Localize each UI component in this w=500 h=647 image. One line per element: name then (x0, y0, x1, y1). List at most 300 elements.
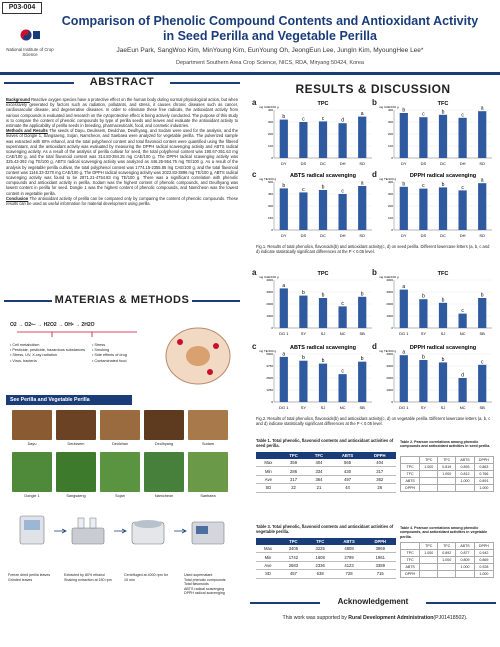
seed-label: Dayu (27, 442, 37, 446)
bar (439, 303, 447, 328)
chart-title: TFC (437, 101, 449, 107)
chart-title: TPC (317, 101, 329, 107)
leaf-label: Dongle 1 (24, 494, 40, 498)
table-cell: TPC (401, 464, 420, 471)
y-tick-label: 4000 (266, 278, 273, 282)
leaf-label: Sangsaeng (66, 494, 86, 498)
x-tick-label: DC (440, 161, 446, 166)
bar (319, 298, 327, 328)
x-tick-label: DS (420, 233, 427, 238)
step-label: Centrifuged at 4000 rpm for 15 min (124, 573, 168, 582)
institute-logo (4, 28, 56, 62)
authors: JaeEun Park, SangWoo Kim, MinYoung Kim, EunYoung Oh, JeongEun Lee, JungIn Kim, MyoungHee Lee* (116, 47, 424, 54)
significance-letter: b (360, 356, 364, 363)
table-cell: 21 (306, 484, 331, 492)
x-tick-label: SB (479, 331, 485, 336)
table-cell: 430 (332, 467, 364, 475)
step-label: Shaking extraction at 150 rpm (64, 577, 112, 582)
table-cell: 0.812 (456, 471, 474, 478)
panel-letter-1c: c (252, 170, 257, 179)
chart-title: ABTS radical scavenging (289, 345, 357, 351)
bar (319, 364, 327, 402)
x-tick-label: SB (359, 405, 365, 410)
y-tick-label: 3000 (386, 364, 393, 368)
table-cell: SD (256, 570, 280, 578)
significance-letter: b (321, 358, 325, 365)
table-header-cell: DPPH (364, 452, 396, 459)
significance-letter: b (282, 182, 286, 189)
significance-letter: b (441, 181, 445, 188)
table-cell: 1608 (307, 553, 334, 561)
x-tick-label: DG 1 (399, 331, 409, 336)
table-cell: DPPH (401, 571, 420, 578)
x-tick-label: DC (320, 233, 326, 238)
table-cell: 0.819 (438, 464, 456, 471)
x-tick-label: SB (359, 331, 365, 336)
y-tick-label: 0 (271, 400, 273, 404)
table-header-cell: ABTS (456, 457, 474, 464)
bar (280, 288, 288, 328)
table-cell: SD (256, 484, 281, 492)
x-tick-label: SJ (320, 331, 326, 336)
table-row (256, 561, 396, 569)
y-tick-label: 3000 (386, 290, 393, 294)
table-cell: 0.863 (474, 464, 493, 471)
table2 (400, 456, 494, 492)
x-tick-label: DG 1 (279, 405, 289, 410)
y-tick-label: 2000 (386, 302, 393, 306)
panel-letter-2c: c (252, 342, 257, 351)
table-row (401, 557, 494, 564)
reaction-arrows-icon (12, 330, 142, 338)
significance-letter: c (341, 300, 344, 307)
bar (419, 299, 427, 328)
table-cell: 1.000 (474, 485, 493, 492)
x-tick-label: DG 1 (399, 405, 409, 410)
table-cell: 4808 (334, 545, 365, 553)
x-tick-label: DY (401, 233, 407, 238)
x-tick-label: SJ (440, 331, 446, 336)
fig1-caption: Fig.1. Results of total phenolics, flavonoids(b) and antioxidant activity(c, d) on seed perilla. Different lowercase letters (a, b, c and d) indicate statistically significant differences at the P < 0.05 level. (256, 244, 490, 254)
y-tick-label: 300 (267, 204, 273, 208)
methods-label: Methods and Results (6, 128, 48, 134)
process-arrows-icon (52, 528, 232, 534)
significance-letter: a (282, 282, 286, 289)
table-cell: Max (256, 545, 280, 553)
title-line-2: in Seed Perilla and Vegetable Perilla (163, 29, 377, 43)
bar (439, 362, 447, 402)
chart-2c (258, 342, 376, 412)
y-tick-label: 0 (271, 228, 273, 232)
seed-photo-deulhyang (144, 410, 184, 440)
x-tick-label: NC (459, 331, 466, 336)
table-cell (420, 471, 438, 478)
table-cell: 364 (306, 475, 331, 483)
y-tick-label: 300 (387, 120, 393, 124)
x-tick-label: DC (440, 233, 446, 238)
ros-source-item: • Stress, UV, X-ray radiation (10, 353, 100, 358)
table-cell: 1961 (365, 553, 396, 561)
chart-ylabel: mg CAE/100 g (259, 275, 279, 279)
y-tick-label: 300 (387, 192, 393, 196)
step-label: ABTS radical scavenging (184, 586, 225, 591)
ack-text (256, 615, 494, 621)
x-tick-label: SJ (440, 405, 446, 410)
chart-2b (378, 268, 496, 338)
x-tick-label: DG 1 (279, 331, 289, 336)
ros-source-item: • Virus, bacteria (10, 359, 100, 364)
y-tick-label: 1000 (386, 314, 393, 318)
chart-title: TPC (317, 271, 329, 277)
table-header-cell: DPPH (365, 538, 396, 545)
panel-letter-1a: a (252, 98, 257, 107)
significance-letter: d (341, 117, 344, 124)
ros-reaction-equation: O2 → O2•− → H2O2 → OH• → 2H2O (10, 322, 95, 328)
panel-letter-1b: b (372, 98, 377, 107)
bar (280, 188, 288, 230)
table-cell: 0.891 (474, 478, 493, 485)
significance-letter: d (461, 372, 464, 379)
bar (458, 190, 466, 230)
bar (419, 117, 427, 158)
bar (338, 123, 346, 158)
significance-letter: c (321, 115, 325, 122)
x-tick-label: SY (300, 331, 307, 336)
bar (358, 362, 366, 402)
table-header-cell: TPC (281, 452, 307, 459)
y-tick-label: 400 (387, 108, 393, 112)
significance-letter: c (461, 308, 464, 315)
table-cell: 0.869 (474, 557, 493, 564)
table3-caption: Table 3. Total phenolic, flavonoid contents and antioxidant activities of vegetable perilla. (256, 524, 394, 534)
table-header-cell: TPC (420, 543, 438, 550)
significance-letter: c (422, 111, 425, 118)
background-label: Background (6, 97, 30, 102)
significance-letter: b (441, 356, 445, 363)
leaf-photo-sojan (100, 452, 140, 492)
table-cell: 2799 (334, 553, 365, 561)
chart-title: DPPH radical scavenging (409, 345, 477, 351)
chart-svg (258, 170, 376, 240)
bar (358, 297, 366, 328)
leaf-photo-sangsaeng (56, 452, 96, 492)
step-3-labels (124, 573, 172, 582)
table-cell: TFC (401, 471, 420, 478)
ack-funder: Rural Development Administration (348, 615, 434, 621)
seed-photo-deulssem (56, 410, 96, 440)
bar (280, 357, 288, 402)
bar (319, 121, 327, 158)
x-tick-label: NC (339, 405, 346, 410)
x-tick-label: SD (479, 233, 485, 238)
x-tick-label: DH (459, 233, 466, 238)
y-tick-label: 300 (267, 120, 273, 124)
x-tick-label: DC (320, 161, 326, 166)
significance-letter: b (360, 291, 364, 298)
significance-letter: a (282, 351, 286, 358)
significance-letter: a (360, 111, 364, 118)
table-header-cell: DPPH (474, 457, 493, 464)
chart-1c (258, 170, 376, 240)
table-row (256, 484, 396, 492)
y-tick-label: 2000 (386, 376, 393, 380)
department: Department Southern Area Crop Science, NICS, RDA, Miryang 50424, Korea (175, 60, 364, 66)
table-cell: TFC (401, 557, 420, 564)
leaf-photo-saebaea (188, 452, 228, 492)
table-cell (438, 478, 456, 485)
panel-letter-2b: b (372, 268, 377, 277)
table1-caption: Table 1. Total phenolic, flavonoid contents and antioxidant activities of seed perilla. (256, 438, 394, 448)
chart-ylabel: mg TE/100 g (379, 177, 397, 181)
table-header-cell (256, 538, 280, 545)
table-cell (438, 571, 456, 578)
step-2-labels (64, 573, 112, 582)
step-label: Used supernatant (184, 573, 213, 577)
table-cell: 404 (306, 459, 331, 467)
table3 (256, 538, 396, 579)
significance-letter: c (480, 359, 484, 366)
chart-ylabel: mg CAE/100 g (379, 105, 399, 109)
chart-2a (258, 268, 376, 338)
table-row (401, 564, 494, 571)
chart-ylabel: mg CAE/100 g (379, 275, 399, 279)
table-cell (456, 485, 474, 492)
table-cell: 3405 (280, 545, 307, 553)
x-tick-label: NC (339, 331, 346, 336)
table-cell: 0.766 (474, 471, 493, 478)
bar (478, 365, 486, 402)
y-tick-label: 200 (267, 132, 273, 136)
x-tick-label: SY (420, 331, 427, 336)
bar (299, 296, 307, 328)
significance-letter: c (341, 368, 344, 375)
x-tick-label: SD (479, 161, 485, 166)
abstract-heading: ABSTRACT (74, 76, 170, 88)
bar (338, 194, 346, 230)
table-cell: 1.000 (438, 471, 456, 478)
y-tick-label: 100 (387, 144, 393, 148)
background-text: Reactive oxygen species have a protective effect on the human body during normal physiological action, but when excessively generated by factors such as radiation, pollutants, and stress, it causes chronic diseases such as cancer, cardiovascular disease, and degenerative diseases. In order to eliminate these free radicals, the antioxidant activity from various compounds is evaluated and research on the cytoprotective effect is being actively conducted. The purpose of this study is to compare the content of phenolic compounds by type of perilla seeds and leaves and evaluate the antioxidant activity to estimate the applicability of perilla seeds in breeding, pharmaceuticals, food, and cosmetic industries. (6, 97, 238, 129)
table-cell: Ave (256, 475, 281, 483)
table-row (256, 545, 396, 553)
table-header-row (401, 543, 494, 550)
table-cell (456, 571, 474, 578)
significance-letter: c (422, 183, 425, 190)
x-tick-label: DS (300, 233, 307, 238)
x-tick-label: DS (420, 161, 427, 166)
table-cell: 359 (281, 459, 307, 467)
chart-title: DPPH radical scavenging (409, 173, 477, 179)
significance-letter: b (441, 297, 445, 304)
table-header-row (256, 538, 396, 545)
y-tick-label: 4000 (386, 352, 393, 356)
significance-letter: b (480, 292, 484, 299)
chart-title: ABTS radical scavenging (289, 173, 357, 179)
step-label: DPPH radical scavenging (184, 591, 225, 596)
significance-letter: b (441, 109, 445, 116)
y-tick-label: 600 (267, 180, 273, 184)
table-cell (420, 557, 438, 564)
table-row (401, 485, 494, 492)
y-tick-label: 0 (391, 326, 393, 330)
y-tick-label: 100 (267, 144, 273, 148)
table-cell: 317 (364, 467, 396, 475)
panel-letter-2d: d (372, 342, 377, 351)
y-tick-label: 0 (391, 228, 393, 232)
table-cell: ABTS (401, 478, 420, 485)
table-cell: 44 (332, 484, 364, 492)
table-cell: 565 (332, 459, 364, 467)
x-tick-label: DY (281, 161, 287, 166)
seed-label: Deulchan (111, 442, 129, 446)
x-tick-label: SB (479, 405, 485, 410)
x-tick-label: DY (401, 161, 407, 166)
table4 (400, 542, 494, 578)
table-cell: 1.000 (474, 571, 493, 578)
table-cell (420, 485, 438, 492)
bar (458, 118, 466, 158)
results-heading: RESULTS & DISCUSSION (295, 82, 451, 96)
table-cell: 404 (364, 459, 396, 467)
table-header-cell: TFC (306, 452, 331, 459)
chart-svg (378, 342, 496, 412)
y-tick-label: 0 (391, 400, 393, 404)
table-header-cell: TPC (280, 538, 307, 545)
bar (458, 314, 466, 328)
table-cell: 362 (364, 475, 396, 483)
y-tick-label: 0 (391, 156, 393, 160)
significance-letter: b (321, 292, 325, 299)
bar (478, 111, 486, 158)
logo-text: National Institute of Crop Science (6, 47, 54, 57)
table-cell: 0.893 (456, 464, 474, 471)
x-tick-label: DH (459, 161, 466, 166)
table-header-cell: TFC (438, 457, 456, 464)
table-cell: 715 (365, 570, 396, 578)
significance-letter: c (461, 112, 464, 119)
table-cell: 1.000 (438, 557, 456, 564)
y-tick-label: 100 (387, 216, 393, 220)
bar (419, 189, 427, 230)
significance-letter: c (302, 186, 305, 193)
ros-sources-left (10, 343, 100, 364)
bar (400, 113, 408, 158)
ros-source-item: • Side effects of drug (92, 353, 152, 358)
table-row (256, 459, 396, 467)
ack-section-rule (250, 597, 496, 606)
table-row (256, 553, 396, 561)
bar (358, 117, 366, 158)
table-cell: 3225 (307, 545, 334, 553)
table-cell: 638 (307, 570, 334, 578)
bar (319, 190, 327, 230)
panel-letter-1d: d (372, 170, 377, 179)
table-cell: 457 (280, 570, 307, 578)
table-cell: 286 (281, 467, 307, 475)
methods-heading: MATERIAS & METHODS (52, 294, 192, 306)
leaf-label: Sojan (115, 494, 125, 498)
x-tick-label: SY (300, 405, 307, 410)
bar (299, 122, 307, 158)
table-header-cell: TFC (307, 538, 334, 545)
bar (358, 186, 366, 230)
table2-caption: Table 2. Pearson correlations among phenolic compounds and antioxidant activities in seed perilla. (400, 440, 491, 449)
significance-letter: b (302, 290, 305, 297)
table-cell: 0.877 (456, 550, 474, 557)
bar (400, 290, 408, 328)
table-cell: Ave (256, 561, 280, 569)
table-cell: 497 (332, 475, 364, 483)
table-cell: 2583 (280, 561, 307, 569)
table-cell: Min (256, 467, 281, 475)
table-header-cell: TFC (438, 543, 456, 550)
table-header-cell: ABTS (332, 452, 364, 459)
x-tick-label: DH (339, 161, 346, 166)
x-tick-label: SJ (320, 405, 326, 410)
bar (478, 183, 486, 230)
ack-heading: Acknowledgement (320, 597, 426, 606)
x-tick-label: SD (359, 161, 365, 166)
table-cell: 1.000 (456, 564, 474, 571)
y-tick-label: 450 (267, 192, 273, 196)
table-cell: 728 (334, 570, 365, 578)
ros-sources-right (92, 343, 152, 364)
ros-source-item: • Contaminated food (92, 359, 152, 364)
table-cell: 26 (364, 484, 396, 492)
y-tick-label: 200 (387, 204, 393, 208)
leaf-photo-dongle1 (12, 452, 52, 492)
chart-1d (378, 170, 496, 240)
chart-ylabel: mg CAE/100 g (259, 105, 279, 109)
bar (338, 374, 346, 402)
chart-ylabel: mg TE/100 g (259, 177, 277, 181)
y-tick-label: 4000 (386, 278, 393, 282)
table-cell: DPPH (401, 485, 420, 492)
chart-svg (258, 268, 376, 338)
header-divider (0, 72, 500, 75)
ack-suffix: (PJ01418502). (433, 615, 468, 621)
y-tick-label: 2000 (266, 302, 273, 306)
panel-letter-2a: a (252, 268, 257, 277)
significance-letter: b (321, 184, 325, 191)
table-header-cell (401, 543, 420, 550)
table-cell: 3389 (365, 561, 396, 569)
significance-letter: a (480, 177, 484, 184)
table-cell: 0.942 (474, 550, 493, 557)
significance-letter: b (302, 355, 305, 362)
table-row (256, 475, 396, 483)
chart-svg (378, 268, 496, 338)
chart-1a (258, 98, 376, 168)
leaf-label: Namcheon (154, 494, 174, 498)
perilla-banner: See Perilla and Vegetable Perilla (6, 395, 132, 405)
x-tick-label: DH (339, 233, 346, 238)
table-header-cell: ABTS (456, 543, 474, 550)
table-cell: 0.892 (438, 550, 456, 557)
ros-source-item: • Cell metabolism (10, 343, 100, 348)
y-tick-label: 400 (267, 108, 273, 112)
table-cell: Min (256, 553, 280, 561)
ros-source-item: • Pesticide, pesticide, hazardous substances (10, 348, 100, 353)
table-cell (438, 564, 456, 571)
logo-emblem-icon (19, 28, 41, 42)
table-row (401, 571, 494, 578)
table-row (401, 478, 494, 485)
table-cell: 0.928 (474, 564, 493, 571)
bar (439, 187, 447, 230)
significance-letter: a (480, 105, 484, 112)
chart-1b (378, 98, 496, 168)
